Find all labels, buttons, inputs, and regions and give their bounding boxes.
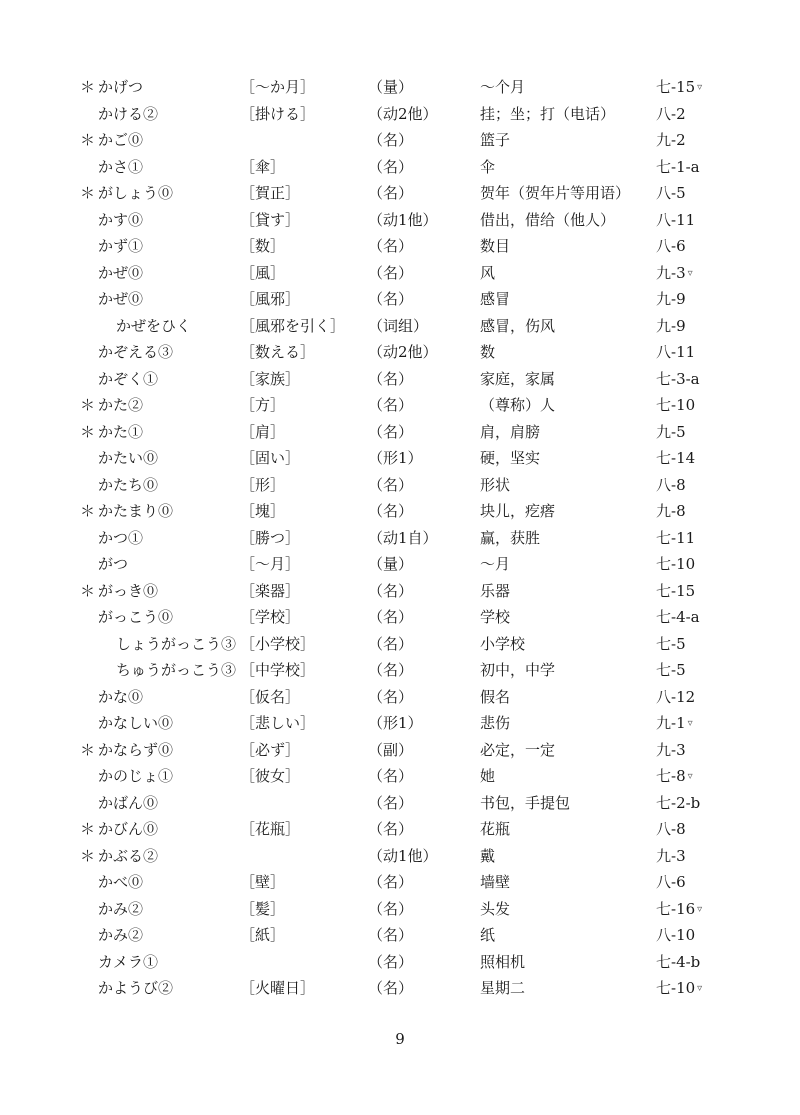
reading: かたち⓪ [98,475,159,494]
kanji-form: ［形］ [240,475,286,494]
lesson-ref-text: 九-8 [656,502,686,520]
reading: かぜ⓪ [98,263,144,282]
lesson-ref-text: 七-5 [656,661,686,679]
lesson-ref [656,790,700,817]
lesson-ref-text: 七-3-a [656,369,700,388]
meaning: 借出，借给（他人） [480,210,616,229]
kanji-form: ［必ず］ [240,740,301,759]
vocab-entry [0,657,800,684]
vocab-entry [0,445,800,472]
meaning: 初中，中学 [480,661,556,679]
reading: かた② [98,396,144,414]
lesson-ref [656,525,695,552]
triangle-marker-icon: ▿ [697,903,703,915]
lesson-ref [656,445,695,472]
reading: がしょう⓪ [98,184,174,202]
kanji-form: ［壁］ [240,873,286,891]
lesson-ref-text: 九-5 [656,422,686,441]
kanji-form: ［楽器］ [240,581,301,600]
meaning: 贺年（贺年片等用语） [480,184,631,202]
lesson-ref [656,843,686,870]
kanji-form: ［中学校］ [240,661,316,679]
lesson-ref-text: 七-10 [656,555,696,573]
reading: かぞえる③ [98,343,174,361]
part-of-speech: （名） [368,369,414,388]
meaning: 花瓶 [480,820,511,838]
new-word-marker: ＊ [80,740,96,759]
lesson-ref [656,207,695,234]
reading: かご⓪ [98,131,144,149]
part-of-speech: （名） [368,952,414,971]
part-of-speech: （名） [368,634,414,653]
kanji-form: ［仮名］ [240,687,301,706]
new-word-marker: ＊ [80,502,96,520]
reading: がつ [98,555,129,573]
vocab-entry [0,419,800,446]
reading: かべ⓪ [98,873,144,891]
new-word-marker: ＊ [80,131,96,149]
meaning: 戴 [480,846,496,865]
reading: かようび② [98,979,174,997]
kanji-form: ［固い］ [240,449,301,467]
vocab-entry [0,631,800,658]
reading: かた① [98,422,144,441]
meaning: 书包，手提包 [480,793,571,812]
kanji-form: ［～月］ [240,555,301,573]
kanji-form: ［花瓶］ [240,820,301,838]
new-word-marker: ＊ [80,78,96,96]
vocab-entry [0,339,800,366]
new-word-marker: ＊ [80,581,96,600]
lesson-ref [656,392,695,419]
new-word-marker: ＊ [80,422,96,441]
lesson-ref-text: 七-15 [656,581,696,600]
lesson-ref [656,975,702,1005]
lesson-ref [656,949,700,976]
lesson-ref-text: 七-16 [656,899,696,918]
lesson-ref-text: 八-8 [656,820,686,838]
kanji-form: ［傘］ [240,157,286,176]
meaning: 数 [480,343,496,361]
part-of-speech: （形1） [368,449,423,467]
part-of-speech: （名） [368,502,414,520]
lesson-ref-text: 八-11 [656,210,696,229]
reading: かのじょ① [98,767,174,785]
part-of-speech: （名） [368,475,414,494]
kanji-form: ［掛ける］ [240,104,316,123]
lesson-ref [656,869,686,896]
meaning: 篮子 [480,131,511,149]
lesson-ref [656,498,686,525]
kanji-form: ［賀正］ [240,184,301,202]
reading: かぞく① [98,369,159,388]
vocab-entry [0,710,800,737]
vocab-entry [0,604,800,631]
vocab-entry [0,790,800,817]
lesson-ref-text: 八-5 [656,184,686,202]
vocab-entry [0,737,800,764]
lesson-ref [656,180,686,207]
meaning: ～月 [480,555,511,573]
lesson-ref-text: 九-9 [656,316,686,335]
lesson-ref [656,339,695,366]
vocab-entry [0,869,800,896]
lesson-ref-text: 七-5 [656,634,686,653]
meaning: 假名 [480,687,511,706]
lesson-ref [656,684,695,711]
vocab-entry [0,896,800,923]
vocab-entry [0,233,800,260]
meaning: 她 [480,767,496,785]
reading: かばん⓪ [98,793,159,812]
kanji-form: ［悲しい］ [240,714,316,732]
part-of-speech: （动1他） [368,846,438,865]
lesson-ref-text: 七-1-a [656,157,700,176]
lesson-ref-text: 七-15 [656,78,696,96]
lesson-ref [656,154,700,181]
reading: かたまり⓪ [98,502,174,520]
part-of-speech: （名） [368,396,414,414]
reading: かげつ [98,78,144,96]
lesson-ref [656,260,693,290]
reading: しょうがっこう③ [116,634,237,653]
meaning: （尊称）人 [480,396,556,414]
kanji-form: ［髪］ [240,899,286,918]
reading: かず① [98,237,144,255]
part-of-speech: （名） [368,926,414,944]
kanji-form: ［方］ [240,396,286,414]
reading: かなしい⓪ [98,714,174,732]
kanji-form: ［貸す］ [240,210,301,229]
part-of-speech: （名） [368,687,414,706]
triangle-marker-icon: ▿ [697,82,703,93]
vocab-entry [0,922,800,949]
lesson-ref [656,74,702,104]
lesson-ref [656,419,686,446]
lesson-ref [656,631,686,658]
part-of-speech: （词组） [368,316,429,335]
meaning: 形状 [480,475,511,494]
lesson-ref [656,816,686,843]
part-of-speech: （动1自） [368,528,438,547]
lesson-ref-text: 八-2 [656,104,686,123]
meaning: 硬，坚实 [480,449,541,467]
part-of-speech: （量） [368,78,414,96]
vocab-entry [0,949,800,976]
triangle-marker-icon: ▿ [687,771,693,782]
reading: かさ① [98,157,144,176]
vocab-entry [0,286,800,313]
lesson-ref [656,657,686,684]
part-of-speech: （形1） [368,714,423,732]
meaning: 赢，获胜 [480,528,541,547]
vocab-entry [0,74,800,101]
kanji-form: ［風］ [240,263,286,282]
part-of-speech: （动2他） [368,104,438,123]
lesson-ref [656,233,686,260]
part-of-speech: （名） [368,767,414,785]
meaning: 感冒 [480,290,511,308]
lesson-ref-text: 八-10 [656,926,696,944]
meaning: 照相机 [480,952,526,971]
meaning: 块儿，疙瘩 [480,502,556,520]
meaning: 小学校 [480,634,526,653]
part-of-speech: （动2他） [368,343,438,361]
part-of-speech: （量） [368,555,414,573]
lesson-ref [656,286,686,313]
meaning: ～个月 [480,78,526,96]
kanji-form: ［数］ [240,237,286,255]
meaning: 家庭，家属 [480,369,556,388]
new-word-marker: ＊ [80,820,96,838]
part-of-speech: （名） [368,820,414,838]
lesson-ref [656,366,700,393]
vocab-entry [0,180,800,207]
reading: かならず⓪ [98,740,174,759]
vocab-entry [0,313,800,340]
meaning: 风 [480,263,496,282]
lesson-ref-text: 七-10 [656,396,696,414]
lesson-ref [656,604,700,631]
meaning: 数目 [480,237,511,255]
page-number: 9 [395,1030,405,1048]
triangle-marker-icon: ▿ [687,718,693,729]
lesson-ref [656,763,693,793]
vocab-entry [0,260,800,287]
lesson-ref [656,922,695,949]
vocab-entry [0,366,800,393]
vocab-entry [0,684,800,711]
lesson-ref [656,896,702,926]
part-of-speech: （动1他） [368,210,438,229]
reading: かたい⓪ [98,449,159,467]
reading: かみ② [98,926,144,944]
vocab-entry [0,127,800,154]
part-of-speech: （名） [368,661,414,679]
lesson-ref-text: 九-3 [656,846,686,865]
meaning: 必定，一定 [480,740,556,759]
part-of-speech: （名） [368,157,414,176]
meaning: 头发 [480,899,511,918]
reading: がっこう⓪ [98,608,174,626]
meaning: 乐器 [480,581,511,600]
lesson-ref-text: 七-8 [656,767,686,785]
vocabulary-list [0,74,800,1002]
lesson-ref [656,101,686,128]
lesson-ref-text: 八-11 [656,343,696,361]
lesson-ref-text: 七-14 [656,449,696,467]
lesson-ref [656,551,695,578]
kanji-form: ［彼女］ [240,767,301,785]
vocab-entry [0,551,800,578]
vocab-entry [0,154,800,181]
new-word-marker: ＊ [80,846,96,865]
reading: カメラ① [98,952,159,971]
kanji-form: ［数える］ [240,343,316,361]
meaning: 感冒，伤风 [480,316,556,335]
vocab-entry [0,472,800,499]
lesson-ref-text: 九-3 [656,740,686,759]
meaning: 伞 [480,157,496,176]
part-of-speech: （名） [368,793,414,812]
vocab-entry [0,101,800,128]
lesson-ref-text: 九-1 [656,714,686,732]
lesson-ref-text: 九-3 [656,263,686,282]
part-of-speech: （名） [368,608,414,626]
part-of-speech: （名） [368,237,414,255]
lesson-ref-text: 七-2-b [656,793,701,812]
reading: かぶる② [98,846,159,865]
part-of-speech: （副） [368,740,414,759]
kanji-form: ［～か月］ [240,78,316,96]
lesson-ref-text: 九-2 [656,131,686,149]
lesson-ref [656,313,686,340]
kanji-form: ［肩］ [240,422,286,441]
reading: かける② [98,104,159,123]
part-of-speech: （名） [368,184,414,202]
part-of-speech: （名） [368,131,414,149]
reading: かぜをひく [116,316,192,335]
lesson-ref [656,737,686,764]
reading: がっき⓪ [98,581,159,600]
part-of-speech: （名） [368,581,414,600]
vocab-entry [0,392,800,419]
lesson-ref [656,127,686,154]
reading: かな⓪ [98,687,144,706]
reading: ちゅうがっこう③ [116,661,237,679]
new-word-marker: ＊ [80,396,96,414]
meaning: 挂；坐；打（电话） [480,104,616,123]
part-of-speech: （名） [368,873,414,891]
meaning: 学校 [480,608,511,626]
meaning: 悲伤 [480,714,511,732]
meaning: 星期二 [480,979,526,997]
vocab-entry [0,763,800,790]
kanji-form: ［勝つ］ [240,528,301,547]
lesson-ref-text: 七-4-b [656,952,701,971]
lesson-ref [656,578,695,605]
meaning: 肩，肩膀 [480,422,541,441]
lesson-ref [656,472,686,499]
kanji-form: ［風邪を引く］ [240,316,346,335]
lesson-ref [656,710,693,740]
kanji-form: ［家族］ [240,369,301,388]
triangle-marker-icon: ▿ [697,983,703,994]
kanji-form: ［風邪］ [240,290,301,308]
lesson-ref-text: 八-6 [656,873,686,891]
lesson-ref-text: 八-12 [656,687,696,706]
vocab-entry [0,816,800,843]
new-word-marker: ＊ [80,184,96,202]
kanji-form: ［塊］ [240,502,286,520]
lesson-ref-text: 九-9 [656,290,686,308]
part-of-speech: （名） [368,899,414,918]
reading: かぜ⓪ [98,290,144,308]
kanji-form: ［紙］ [240,926,286,944]
reading: かびん⓪ [98,820,159,838]
lesson-ref-text: 七-4-a [656,608,700,626]
vocab-entry [0,843,800,870]
lesson-ref-text: 八-6 [656,237,686,255]
kanji-form: ［学校］ [240,608,301,626]
meaning: 纸 [480,926,496,944]
part-of-speech: （名） [368,979,414,997]
lesson-ref-text: 八-8 [656,475,686,494]
reading: かみ② [98,899,144,918]
kanji-form: ［小学校］ [240,634,316,653]
vocab-entry [0,578,800,605]
part-of-speech: （名） [368,290,414,308]
reading: かつ① [98,528,144,547]
vocab-entry [0,525,800,552]
part-of-speech: （名） [368,422,414,441]
kanji-form: ［火曜日］ [240,979,316,997]
reading: かす⓪ [98,210,144,229]
lesson-ref-text: 七-10 [656,979,696,997]
meaning: 墙壁 [480,873,511,891]
triangle-marker-icon: ▿ [687,267,693,279]
vocab-entry [0,975,800,1002]
vocab-entry [0,207,800,234]
part-of-speech: （名） [368,263,414,282]
vocab-entry [0,498,800,525]
lesson-ref-text: 七-11 [656,528,696,547]
